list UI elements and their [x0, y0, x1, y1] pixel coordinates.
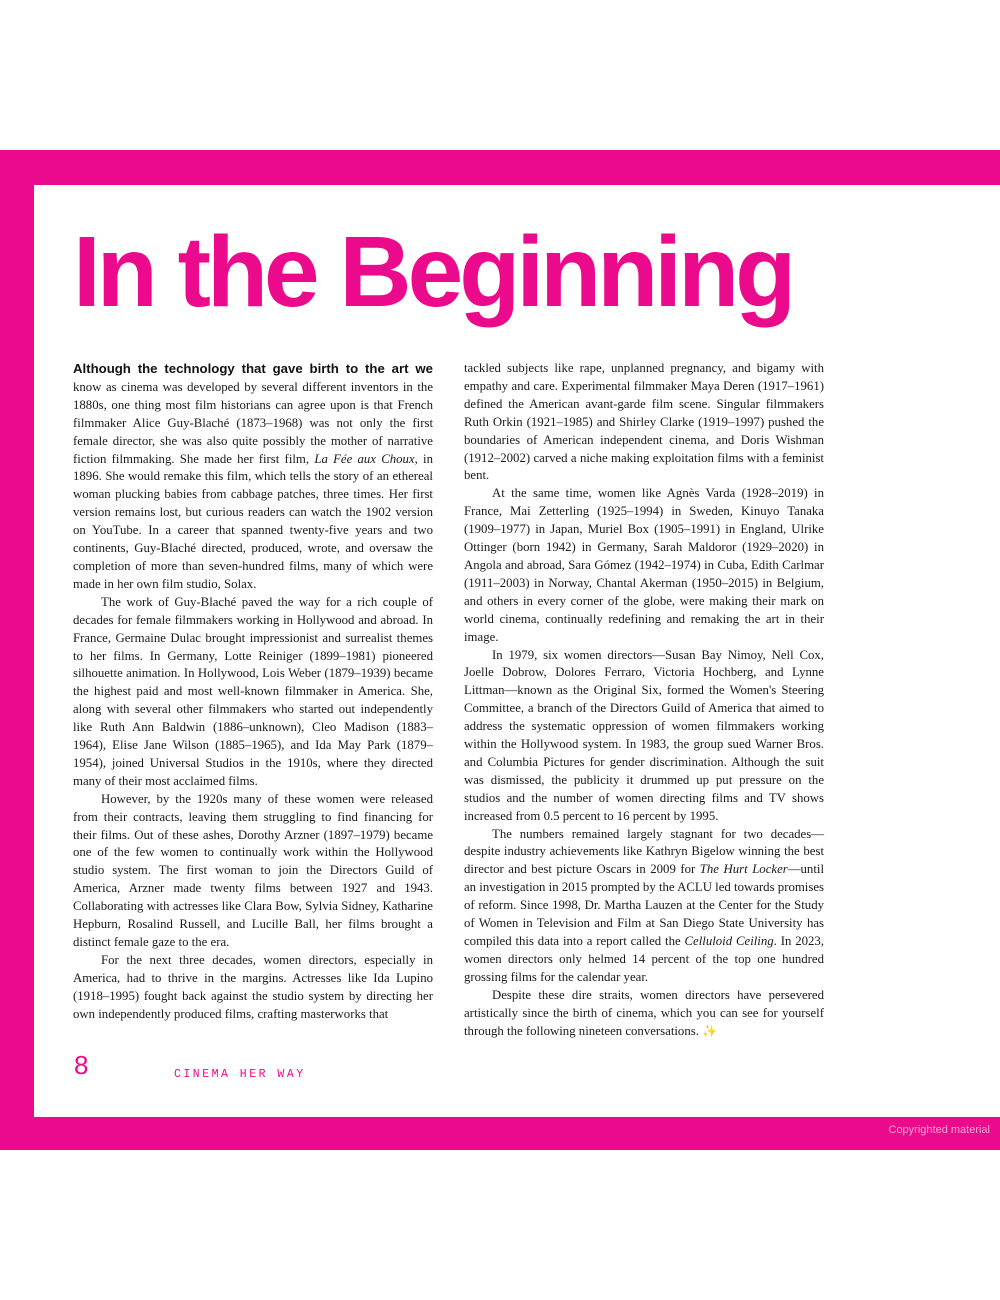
- body-text: , in 1896. She would remake this film, which tells the story of an ethereal woman plucking babies from cabbage patches, three times. Her first version remains lost, but curious readers can watch the 1902 version on YouTube. In a career that spanned twenty-five years and two continents, Guy-Blaché directed, produced, wrote, and oversaw the completion of more than seven-hundred films, many of which were made in her own film studio, Solax.: [73, 451, 433, 591]
- paragraph: [464, 826, 824, 987]
- body-text: . In 2023, women directors only helmed 14 percent of the top one hundred grossing films for the calendar year.: [464, 934, 824, 984]
- paragraph: tackled subjects like rape, unplanned pregnancy, and bigamy with empathy and care. Experimental filmmaker Maya Deren (1917–1961) defined the American avant-garde film scene. Singular filmmakers Ruth Orkin (1921–1985) and Shirley Clarke (1919–1997) pushed the boundaries of American independent cinema, and Doris Wishman (1912–2002) carved a niche making exploitation films with a feminist bent.: [464, 361, 824, 483]
- paragraph: In 1979, six women directors—Susan Bay Nimoy, Nell Cox, Joelle Dobrow, Dolores Ferraro, Victoria Hochberg, and Lynne Littman—known as the Original Six, formed the Women's Steering Committee, a branch of the Directors Guild of America that aimed to address the systematic oppression of women filmmakers working within the Hollywood system. In 1983, the group sued Warner Bros. and Columbia Pictures for gender discrimination. Although the suit was dismissed, the publicity it drummed up put pressure on the studios and the number of women directing films and TV shows increased from 0.5 percent to 16 percent by 1995.: [464, 647, 824, 823]
- paragraph: [464, 987, 824, 1041]
- left-column: [73, 360, 433, 1024]
- running-head: CINEMA HER WAY: [174, 1068, 306, 1081]
- chapter-title: In the Beginning: [73, 216, 793, 328]
- paragraph: However, by the 1920s many of these women were released from their contracts, leaving them struggling to find financing for their films. Out of these ashes, Dorothy Arzner (1897–1979) became one of the few women to continually work within the Hollywood studio system. The first woman to join the Directors Guild of America, Arzner made twenty films between 1927 and 1943. Collaborating with actresses like Clara Bow, Sylvia Sidney, Katharine Hepburn, Rosalind Russell, and Lucille Ball, her films brought a distinct female gaze to the era.: [73, 791, 433, 949]
- sparkle-icon: ✨: [702, 1023, 718, 1038]
- film-title: La Fée aux Choux: [314, 451, 415, 466]
- paragraph: For the next three decades, women directors, especially in America, had to thrive in the margins. Actresses like Ida Lupino (1918–1995) fought back against the studio system by directing her own independently produced films, crafting masterworks that: [73, 952, 433, 1021]
- body-text: Despite these dire straits, women directors have persevered artistically since the birth of cinema, which you can see for yourself through the following nineteen conversations.: [464, 987, 824, 1038]
- report-title: Celluloid Ceiling: [684, 934, 774, 948]
- film-title: The Hurt Locker: [699, 862, 788, 877]
- copyright-watermark: Copyrighted material: [888, 1124, 990, 1136]
- paragraph: At the same time, women like Agnès Varda (1928–2019) in France, Mai Zetterling (1925–1994) in Sweden, Kinuyo Tanaka (1909–1977) in Japan, Muriel Box (1905–1991) in England, Ulrike Ottinger (born 1942) in Germany, Sarah Maldoror (1929–2020) in Angola and abroad, Sara Gómez (1942–1974) in Cuba, Edith Carlmar (1911–2003) in Norway, Chantal Akerman (1950–2015) in Belgium, and others in every corner of the globe, were making their mark on world cinema, continually redefining and remaking the art in their image.: [464, 486, 824, 644]
- right-column: [464, 360, 824, 1040]
- lead-in-text: Although the technology that gave birth to the art we: [73, 361, 433, 376]
- body-text: know as cinema was developed by several different inventors in the 1880s, one thing most film historians can agree upon is that French filmmaker Alice Guy-Blaché (1873–1968) was not only the first female director, she was also quite possibly the mother of narrative fiction filmmaking. She made her first film,: [73, 379, 433, 466]
- body-text: —until an investigation in 2015 prompted by the ACLU led towards promises of reform. Since 1998, Dr. Martha Lauzen at the Center for the Study of Women in Television and Film at San Diego State University has compiled this data into a report called the: [464, 862, 824, 948]
- paragraph: [73, 360, 433, 594]
- page-number: 8: [74, 1050, 89, 1080]
- paragraph: The work of Guy-Blaché paved the way for a rich couple of decades for female filmmakers working in Hollywood and abroad. In France, Germaine Dulac brought impressionist and surrealist themes to her films. In Germany, Lotte Reiniger (1899–1981) pioneered silhouette animation. In Hollywood, Lois Weber (1879–1939) became the highest paid and most well-known filmmaker in America. She, along with several other filmmakers who started out independently like Ruth Ann Baldwin (1886–unknown), Cleo Madison (1883–1964), Elise Jane Wilson (1885–1965), and Ida May Park (1879–1954), joined Universal Studios in the 1910s, where they directed many of their most acclaimed films.: [73, 594, 433, 788]
- body-text: The numbers remained largely stagnant for two decades—despite industry achievements like Kathryn Bigelow winning the best director and best picture Oscars in 2009 for: [464, 826, 824, 877]
